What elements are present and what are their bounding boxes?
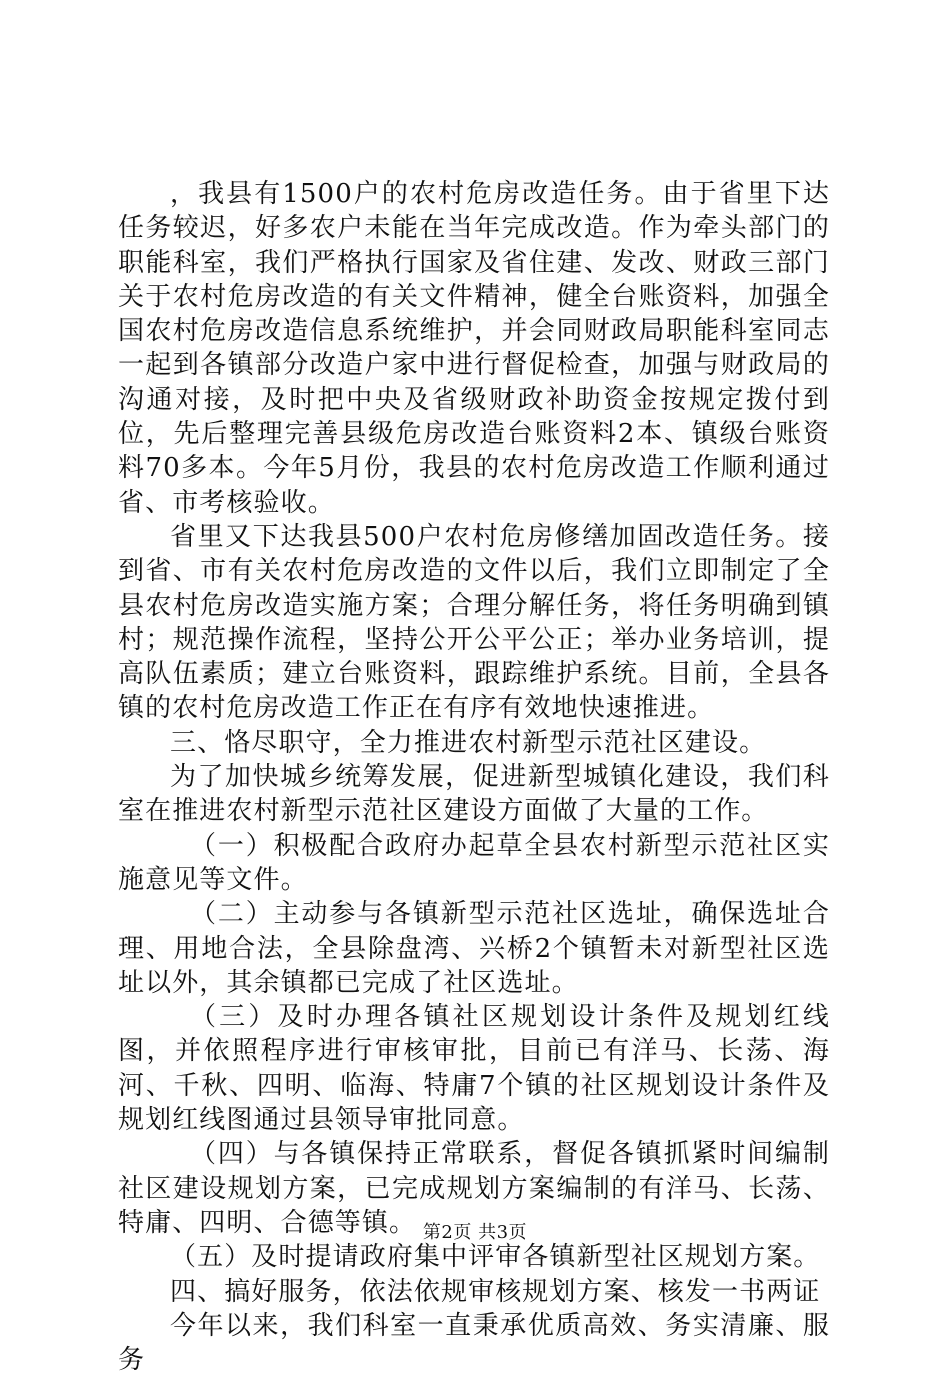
section-heading-three: 三、恪尽职守，全力推进农村新型示范社区建设。 — [170, 727, 767, 758]
section-heading-four: 四、搞好服务，依法依规审核规划方案、核发一书两证 — [170, 1276, 821, 1307]
list-item-one: （一）积极配合政府办起草全县农村新型示范社区实施意见等文件。 — [118, 830, 830, 895]
list-item-four: （四）与各镇保持正常联系，督促各镇抓紧时间编制社区建设规划方案，已完成规划方案编制的有洋马、长荡、特庸、四明、合德等镇。 — [118, 1139, 830, 1238]
list-item-two: （二）主动参与各镇新型示范社区选址，确保选址合理、用地合法，全县除盘湾、兴桥2个镇暂未对新型社区选址以外，其余镇都已完成了社区选址。 — [118, 899, 830, 998]
list-item-three: （三）及时办理各镇社区规划设计条件及规划红线图，并依照程序进行审核审批，目前已有洋马、长荡、海河、千秋、四明、临海、特庸7个镇的社区规划设计条件及规划红线图通过县领导审批同意。 — [118, 1002, 830, 1136]
list-item-five: （五）及时提请政府集中评审各镇新型社区规划方案。 — [170, 1242, 821, 1273]
document-body — [118, 177, 830, 1377]
paragraph-service-intro: 今年以来，我们科室一直秉承优质高效、务实清廉、服务 — [118, 1310, 830, 1376]
paragraph-rural-housing-renovation: ，我县有1500户的农村危房改造任务。由于省里下达任务较迟，好多农户未能在当年完成改造。作为牵头部门的职能科室，我们严格执行国家及省住建、发改、财政三部门关于农村危房改造的有关文件精神，健全台账资料，加强全国农村危房改造信息系统维护，并会同财政局职能科室同志一起到各镇部分改造户家中进行督促检查，加强与财政局的沟通对接，及时把中央及省级财政补助资金按规定拨付到位，先后整理完善县级危房改造台账资料2本、镇级台账资料70多本。今年5月份，我县的农村危房改造工作顺利通过省、市考核验收。 — [118, 179, 830, 518]
paragraph-provincial-repair-task: 省里又下达我县500户农村危房修缮加固改造任务。接到省、市有关农村危房改造的文件以后，我们立即制定了全县农村危房改造实施方案；合理分解任务，将任务明确到镇村；规范操作流程，坚持公开公平公正；举办业务培训，提高队伍素质；建立台账资料，跟踪维护系统。目前，全县各镇的农村危房改造工作正在有序有效地快速推进。 — [118, 521, 830, 724]
paragraph-community-construction: 为了加快城乡统筹发展，促进新型城镇化建设，我们科室在推进农村新型示范社区建设方面做了大量的工作。 — [118, 762, 830, 827]
page-number-footer: 第2页 共3页 — [422, 1222, 528, 1243]
